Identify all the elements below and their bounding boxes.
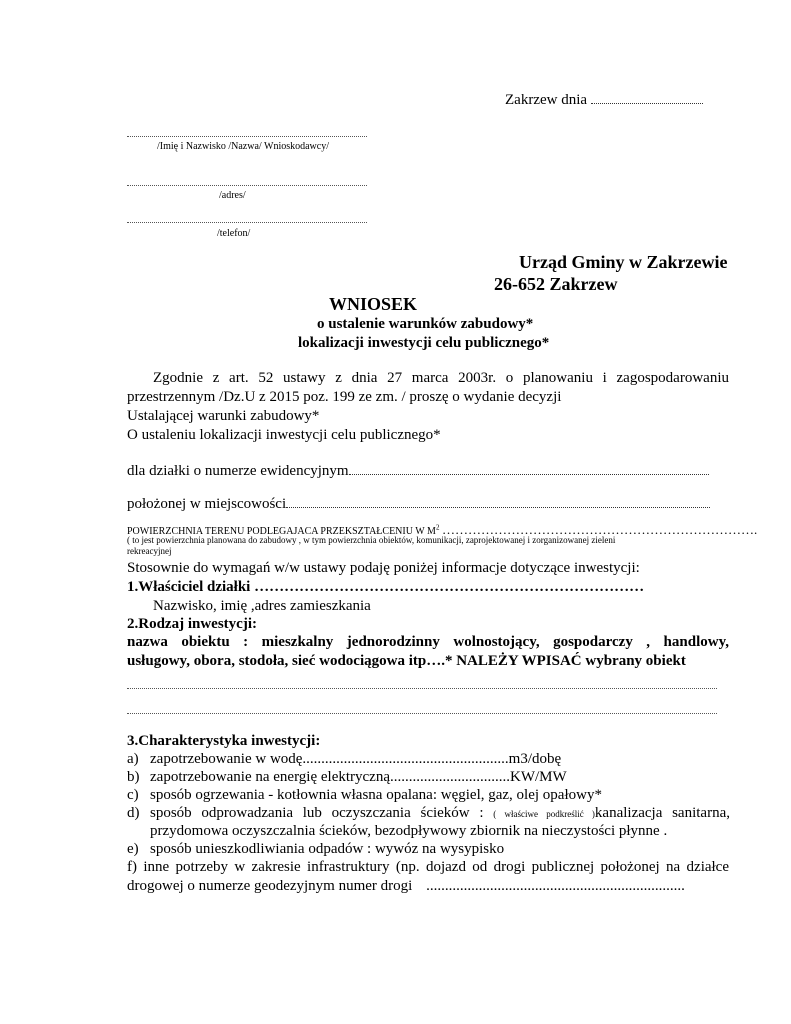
investment-type-line-1: nazwa obiektu : mieszkalny jednorodzinny wolnostojący, gospodarczy , handlowy, xyxy=(127,634,729,650)
document-subtitle-2: lokalizacji inwestycji celu publicznego* xyxy=(298,335,550,351)
characteristics-heading: 3.Charakterystyka inwestycji: xyxy=(127,733,321,749)
item-f-line-1: f) inne potrzeby w zakresie infrastruktury (np. dojazd od drogi publicznej położonej na działce xyxy=(127,859,729,875)
investment-type-field-1[interactable] xyxy=(127,688,717,689)
place-date-line xyxy=(505,92,703,109)
owner-heading: 1.Właściciel działki xyxy=(127,579,251,595)
area-label: POWIERZCHNIA TERENU PODLEGAJACA PRZEKSZTAŁCENIU W M xyxy=(127,526,436,537)
item-c-letter: c) xyxy=(127,787,139,803)
item-d-sewage-line-2: przydomowa oczyszczalnia ścieków, bezodpływowy zbiornik na nieczystości płynne . xyxy=(150,823,668,839)
applicant-phone-field[interactable] xyxy=(127,222,367,223)
place-date-label: Zakrzew dnia xyxy=(505,92,588,108)
applicant-phone-caption: /telefon/ xyxy=(217,228,251,239)
item-f-row-2 xyxy=(127,878,685,895)
document-title: WNIOSEK xyxy=(329,294,418,314)
owner-row xyxy=(127,579,644,596)
area-field[interactable]: ………………………………………………………………. xyxy=(441,522,758,537)
plot-number-label: dla działki o numerze ewidencyjnym xyxy=(127,463,349,479)
item-f-line-2: drogowej o numerze geodezyjnym numer drogi xyxy=(127,878,413,894)
info-intro: Stosownie do wymagań w/w ustawy podaję poniżej informacje dotyczące inwestycji: xyxy=(127,560,640,576)
item-a-letter: a) xyxy=(127,751,139,767)
applicant-name-caption: /Imię i Nazwisko /Nazwa/ Wnioskodawcy/ xyxy=(157,141,329,152)
option-building-conditions[interactable]: Ustalającej warunki zabudowy* xyxy=(127,408,320,424)
road-number-field[interactable]: ..................................................................... xyxy=(426,878,685,894)
location-row xyxy=(127,496,710,513)
applicant-address-field[interactable] xyxy=(127,185,367,186)
location-field[interactable] xyxy=(286,506,710,508)
item-d-underline-hint: ( właściwe podkreślić ) xyxy=(493,809,595,819)
item-d-letter: d) xyxy=(127,805,140,821)
location-label: położonej w miejscowości xyxy=(127,496,287,512)
investment-type-line-2: usługowy, obora, stodoła, sieć wodociągowa itp….* NALEŻY WPISAĆ wybrany obiekt xyxy=(127,653,686,669)
applicant-name-field[interactable] xyxy=(127,136,367,137)
investment-type-heading: 2.Rodzaj inwestycji: xyxy=(127,616,257,632)
intro-line-2: przestrzennym /Dz.U z 2015 poz. 199 ze zm. / proszę o wydanie decyzji xyxy=(127,389,562,405)
area-note-line-2: rekreacyjnej xyxy=(127,546,172,556)
area-unit-superscript: 2 xyxy=(435,523,440,532)
option-public-purpose[interactable]: O ustaleniu lokalizacji inwestycji celu publicznego* xyxy=(127,427,441,443)
document-subtitle-1: o ustalenie warunków zabudowy* xyxy=(317,316,534,332)
owner-field[interactable]: …………………………………………………………………… xyxy=(254,579,645,595)
item-d-sewage: sposób odprowadzania lub oczyszczania ścieków : ( właściwe podkreślić )kanalizacja sanitarna, xyxy=(150,805,730,821)
item-e-letter: e) xyxy=(127,841,139,857)
plot-number-field[interactable] xyxy=(349,473,709,475)
area-note-line-1: ( to jest powierzchnia planowana do zabudowy , w tym powierzchnia obiektów, komunikacji, zaprojektowanej i zorganizowanej zieleni xyxy=(127,535,616,545)
recipient-address: 26-652 Zakrzew xyxy=(494,274,618,294)
investment-type-field-2[interactable] xyxy=(127,713,717,714)
recipient-office: Urząd Gminy w Zakrzewie xyxy=(519,252,728,272)
item-a-water-demand[interactable]: zapotrzebowanie w wodę.......................................................m3/dobę xyxy=(150,751,562,767)
intro-line-1: Zgodnie z art. 52 ustawy z dnia 27 marca 2003r. o planowaniu i zagospodarowaniu xyxy=(153,370,729,386)
date-field[interactable] xyxy=(591,102,703,104)
item-e-waste: sposób unieszkodliwiania odpadów : wywóz na wysypisko xyxy=(150,841,505,857)
owner-hint: Nazwisko, imię ,adres zamieszkania xyxy=(153,598,371,614)
item-b-energy-demand[interactable]: zapotrzebowanie na energię elektryczną................................KW/MW xyxy=(150,769,567,785)
item-c-heating: sposób ogrzewania - kotłownia własna opalana: węgiel, gaz, olej opałowy* xyxy=(150,787,602,803)
item-b-letter: b) xyxy=(127,769,140,785)
applicant-address-caption: /adres/ xyxy=(219,190,246,201)
plot-number-row xyxy=(127,463,709,480)
